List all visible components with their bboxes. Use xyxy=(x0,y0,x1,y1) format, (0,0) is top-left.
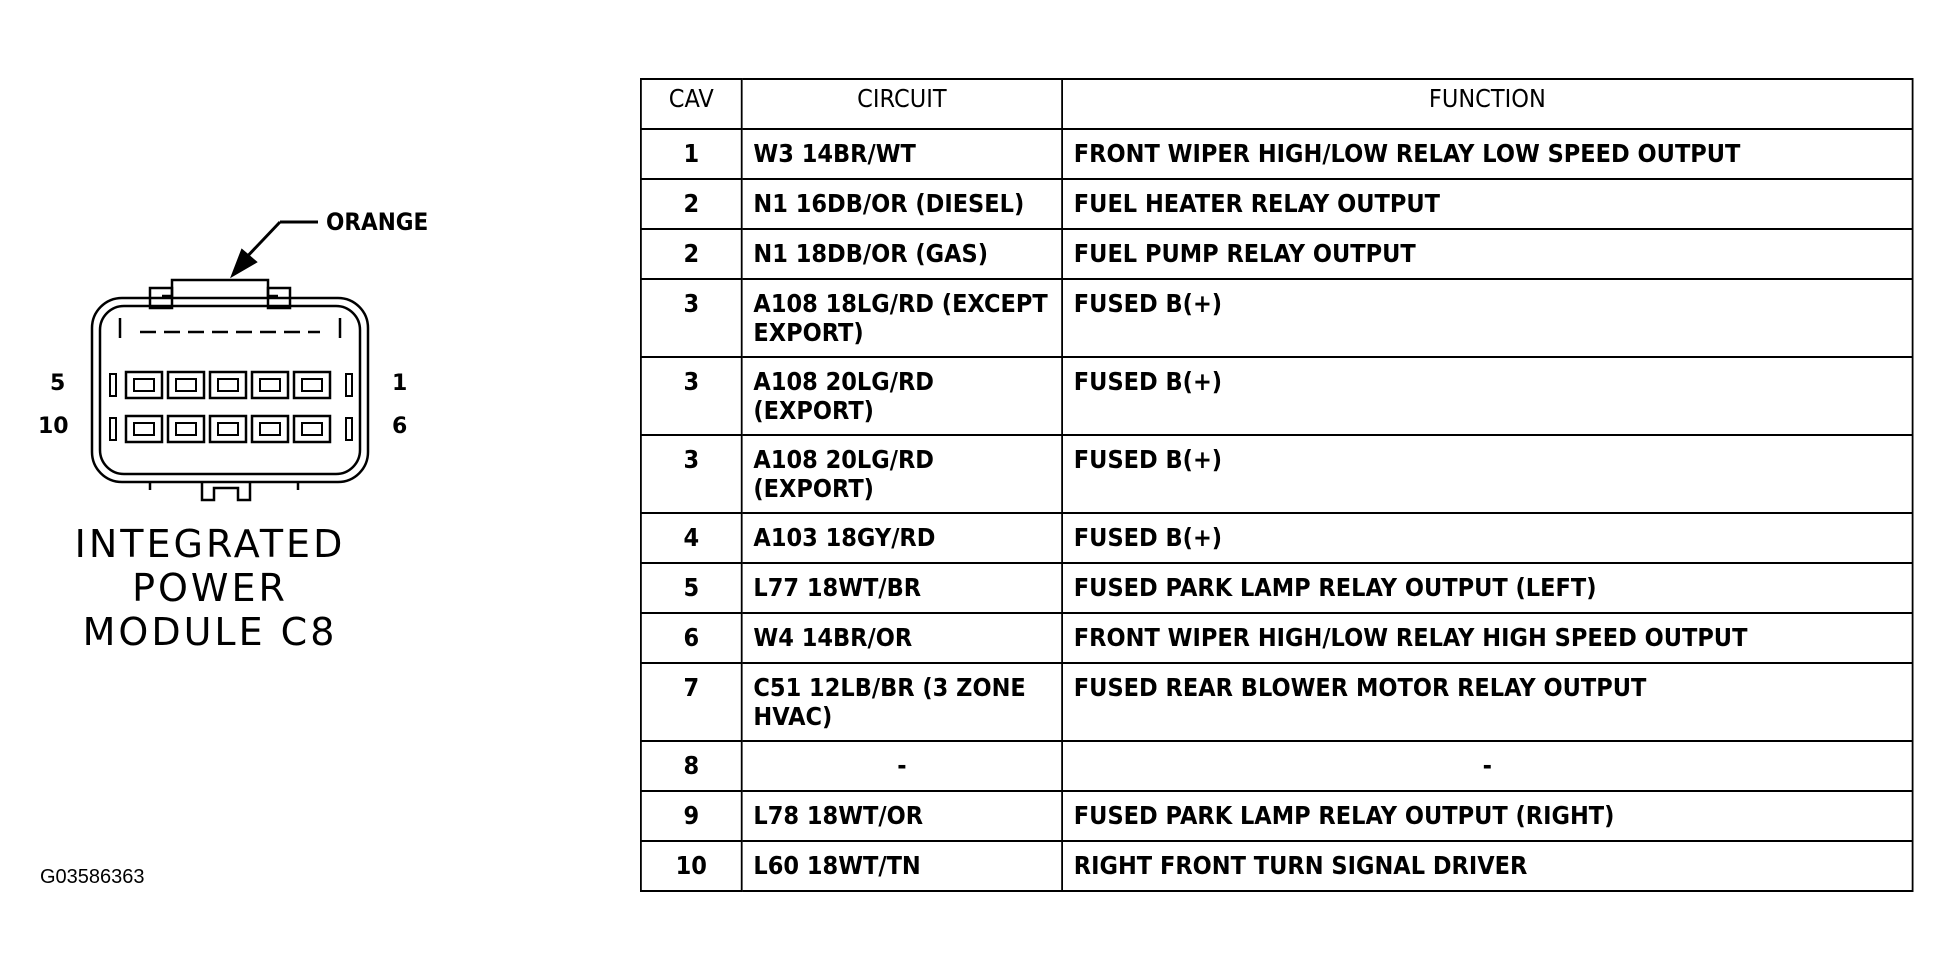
function-cell: FUSED B(+) xyxy=(1062,279,1913,357)
cav-cell: 2 xyxy=(641,229,742,279)
function-cell: FUSED REAR BLOWER MOTOR RELAY OUTPUT xyxy=(1062,663,1913,741)
pin-label-6: 6 xyxy=(392,414,408,439)
function-cell: FUEL HEATER RELAY OUTPUT xyxy=(1062,179,1913,229)
table-row xyxy=(641,663,1913,741)
pin-cavity xyxy=(294,416,330,442)
cav-cell: 10 xyxy=(641,841,742,891)
cav-cell: 9 xyxy=(641,791,742,841)
pin-cavity xyxy=(210,416,246,442)
circuit-cell: C51 12LB/BR (3 ZONE HVAC) xyxy=(742,663,1062,741)
pin-label-5: 5 xyxy=(50,371,66,396)
table-row xyxy=(641,613,1913,663)
pinout-table-body xyxy=(641,129,1913,891)
connector-diagram xyxy=(0,0,520,560)
side-slot xyxy=(346,374,352,396)
connector-title xyxy=(70,522,350,654)
figure-id: G03586363 xyxy=(40,866,145,888)
callout-label: ORANGE xyxy=(326,208,429,236)
table-header-row xyxy=(641,79,1913,129)
function-cell: FRONT WIPER HIGH/LOW RELAY LOW SPEED OUTPUT xyxy=(1062,129,1913,179)
circuit-cell: L60 18WT/TN xyxy=(742,841,1062,891)
cav-cell: 2 xyxy=(641,179,742,229)
header-cav: CAV xyxy=(641,79,742,129)
side-slot xyxy=(110,418,116,440)
pin-cavity xyxy=(168,416,204,442)
cav-cell: 3 xyxy=(641,279,742,357)
pin-cavity xyxy=(126,416,162,442)
cav-cell: 5 xyxy=(641,563,742,613)
cav-cell: 6 xyxy=(641,613,742,663)
pin-cavity xyxy=(294,372,330,398)
table-row xyxy=(641,435,1913,513)
function-cell: RIGHT FRONT TURN SIGNAL DRIVER xyxy=(1062,841,1913,891)
circuit-cell: - xyxy=(742,741,1062,791)
cav-cell: 3 xyxy=(641,435,742,513)
function-cell: FRONT WIPER HIGH/LOW RELAY HIGH SPEED OUTPUT xyxy=(1062,613,1913,663)
table-row xyxy=(641,563,1913,613)
function-cell: FUSED B(+) xyxy=(1062,357,1913,435)
connector-title-line-2: POWER xyxy=(132,566,288,610)
circuit-cell: W4 14BR/OR xyxy=(742,613,1062,663)
circuit-cell: W3 14BR/WT xyxy=(742,129,1062,179)
pin-cavity xyxy=(252,416,288,442)
circuit-cell: A108 18LG/RD (EXCEPT EXPORT) xyxy=(742,279,1062,357)
function-cell: - xyxy=(1062,741,1913,791)
header-function: FUNCTION xyxy=(1062,79,1913,129)
connector-title-line-1: INTEGRATED xyxy=(74,522,346,566)
table-row xyxy=(641,279,1913,357)
pinout-table xyxy=(640,78,1914,892)
side-slot xyxy=(110,374,116,396)
function-cell: FUSED PARK LAMP RELAY OUTPUT (LEFT) xyxy=(1062,563,1913,613)
circuit-cell: A108 20LG/RD (EXPORT) xyxy=(742,357,1062,435)
cav-cell: 3 xyxy=(641,357,742,435)
connector-title-line-3: MODULE C8 xyxy=(82,610,338,654)
pin-cavity xyxy=(210,372,246,398)
table-row xyxy=(641,741,1913,791)
table-row xyxy=(641,357,1913,435)
pin-cavity xyxy=(168,372,204,398)
pin-label-1: 1 xyxy=(392,371,408,396)
table-row xyxy=(641,841,1913,891)
pin-cavities xyxy=(110,372,352,442)
cav-cell: 1 xyxy=(641,129,742,179)
pin-cavity xyxy=(126,372,162,398)
function-cell: FUSED B(+) xyxy=(1062,513,1913,563)
circuit-cell: A103 18GY/RD xyxy=(742,513,1062,563)
table-row xyxy=(641,791,1913,841)
table-row xyxy=(641,513,1913,563)
table-row xyxy=(641,229,1913,279)
pin-label-10: 10 xyxy=(38,414,69,439)
cav-cell: 8 xyxy=(641,741,742,791)
pin-cavity xyxy=(252,372,288,398)
function-cell: FUSED B(+) xyxy=(1062,435,1913,513)
callout-arrow xyxy=(232,222,318,276)
circuit-cell: N1 18DB/OR (GAS) xyxy=(742,229,1062,279)
circuit-cell: L77 18WT/BR xyxy=(742,563,1062,613)
header-circuit: CIRCUIT xyxy=(742,79,1062,129)
function-cell: FUSED PARK LAMP RELAY OUTPUT (RIGHT) xyxy=(1062,791,1913,841)
function-cell: FUEL PUMP RELAY OUTPUT xyxy=(1062,229,1913,279)
table-row xyxy=(641,129,1913,179)
circuit-cell: A108 20LG/RD (EXPORT) xyxy=(742,435,1062,513)
cav-cell: 7 xyxy=(641,663,742,741)
circuit-cell: L78 18WT/OR xyxy=(742,791,1062,841)
circuit-cell: N1 16DB/OR (DIESEL) xyxy=(742,179,1062,229)
connector-latch xyxy=(150,280,290,308)
table-row xyxy=(641,179,1913,229)
cav-cell: 4 xyxy=(641,513,742,563)
side-slot xyxy=(346,418,352,440)
